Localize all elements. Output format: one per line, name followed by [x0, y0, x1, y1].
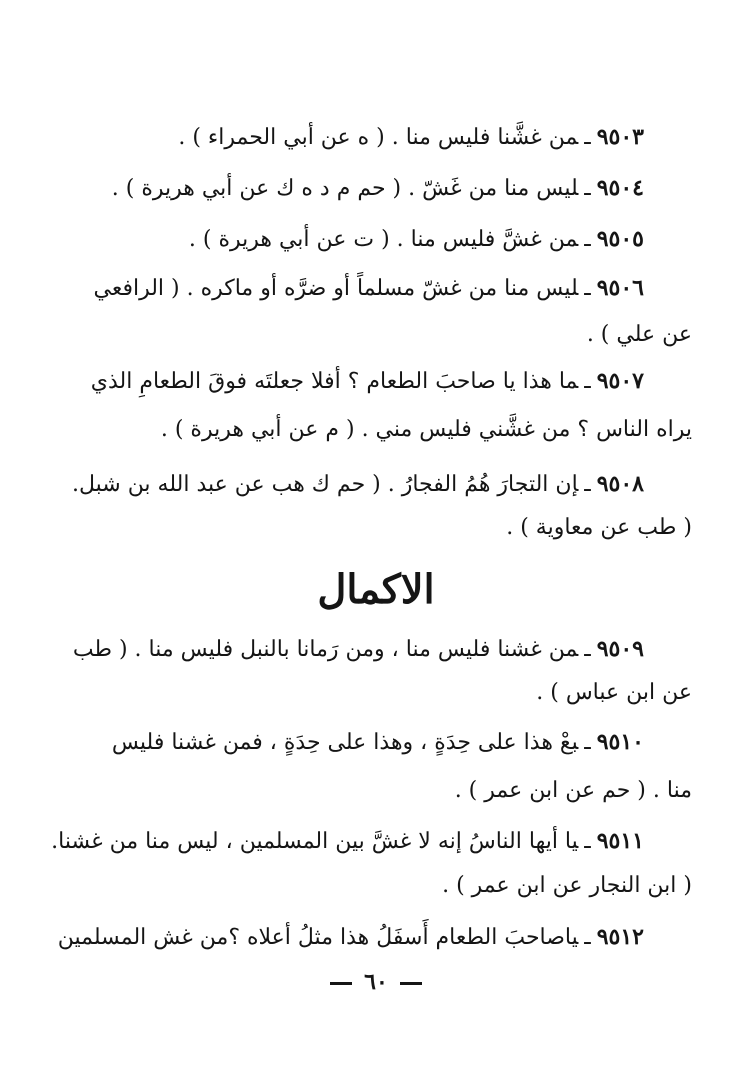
hadith-entry-9508-continuation: ( طب عن معاوية ) .	[506, 515, 692, 540]
entry-number: ٩٥٠٩	[596, 636, 644, 662]
entry-text: ليس منا من غشّ مسلماً أو ضرَّه أو ماكره . ( الرافعي	[93, 276, 579, 301]
hadith-entry-9512	[57, 912, 644, 963]
entry-dash: ـ	[584, 369, 591, 394]
page-number-footer	[0, 962, 752, 1002]
entry-dash: ـ	[584, 637, 591, 662]
hadith-entry-9504	[60, 163, 644, 214]
hadith-entry-9506	[60, 263, 644, 314]
entry-dash: ـ	[584, 176, 591, 201]
entry-number: ٩٥٠٥	[596, 226, 644, 252]
entry-number: ٩٥٠٨	[596, 471, 644, 497]
hadith-entry-9503	[60, 112, 644, 163]
entry-text: من غشنا فليس منا ، ومن رَمانا بالنبل فليس منا . ( طب	[72, 637, 579, 662]
hadith-entry-9507	[60, 356, 644, 407]
section-heading: الاكمال	[317, 566, 435, 613]
entry-number: ٩٥٠٣	[596, 124, 644, 150]
entry-dash: ـ	[584, 925, 591, 950]
hadith-entry-9510-continuation: منا . ( حم عن ابن عمر ) .	[454, 778, 692, 803]
page-number: ٦٠	[364, 969, 388, 995]
entry-number: ٩٥١٠	[596, 729, 644, 755]
entry-number: ٩٥١٢	[596, 924, 644, 950]
hadith-entry-9506-continuation: عن علي ) .	[586, 322, 692, 347]
entry-text: ما هذا يا صاحبَ الطعام ؟ أفلا جعلتَه فوقَ الطعامِ الذي	[90, 369, 579, 394]
hadith-entry-9510	[60, 717, 644, 768]
entry-text: يا أيها الناسُ إنه لا غشَّ بين المسلمين ، ليس منا من غشنا.	[51, 829, 579, 854]
entry-number: ٩٥٠٦	[596, 275, 644, 301]
entry-dash: ـ	[584, 227, 591, 252]
entry-number: ٩٥٠٤	[596, 175, 644, 201]
entry-number: ٩٥١١	[596, 828, 644, 854]
hadith-entry-9505	[60, 214, 644, 265]
entry-text: ليس منا من غَشّ . ( حم م د ه ك عن أبي هريرة ) .	[111, 176, 579, 201]
entry-dash: ـ	[584, 125, 591, 150]
entry-number: ٩٥٠٧	[596, 368, 644, 394]
footer-dash-left	[330, 982, 352, 985]
entry-dash: ـ	[584, 730, 591, 755]
entry-text: من غشَّنا فليس منا . ( ه عن أبي الحمراء ) .	[178, 125, 579, 150]
entry-text: بعْ هذا على حِدَةٍ ، وهذا على حِدَةٍ ، فمن غشنا فليس	[111, 730, 579, 755]
entry-text: إن التجارَ هُمُ الفجارُ . ( حم ك هب عن عبد الله بن شبل.	[71, 472, 579, 497]
entry-dash: ـ	[584, 472, 591, 497]
entry-text: من غشَّ فليس منا . ( ت عن أبي هريرة ) .	[188, 227, 579, 252]
hadith-entry-9511-continuation: ( ابن النجار عن ابن عمر ) .	[442, 873, 692, 898]
hadith-entry-9509-continuation: عن ابن عباس ) .	[536, 680, 692, 705]
footer-dash-right	[400, 982, 422, 985]
hadith-entry-9507-continuation: يراه الناس ؟ من غشَّني فليس مني . ( م عن أبي هريرة ) .	[160, 417, 692, 442]
hadith-entry-9511	[51, 816, 644, 867]
entry-dash: ـ	[584, 276, 591, 301]
entry-dash: ـ	[584, 829, 591, 854]
entry-text: ياصاحبَ الطعام أَسفَلُ هذا مثلُ أعلاه ؟من غش المسلمين	[57, 925, 579, 950]
